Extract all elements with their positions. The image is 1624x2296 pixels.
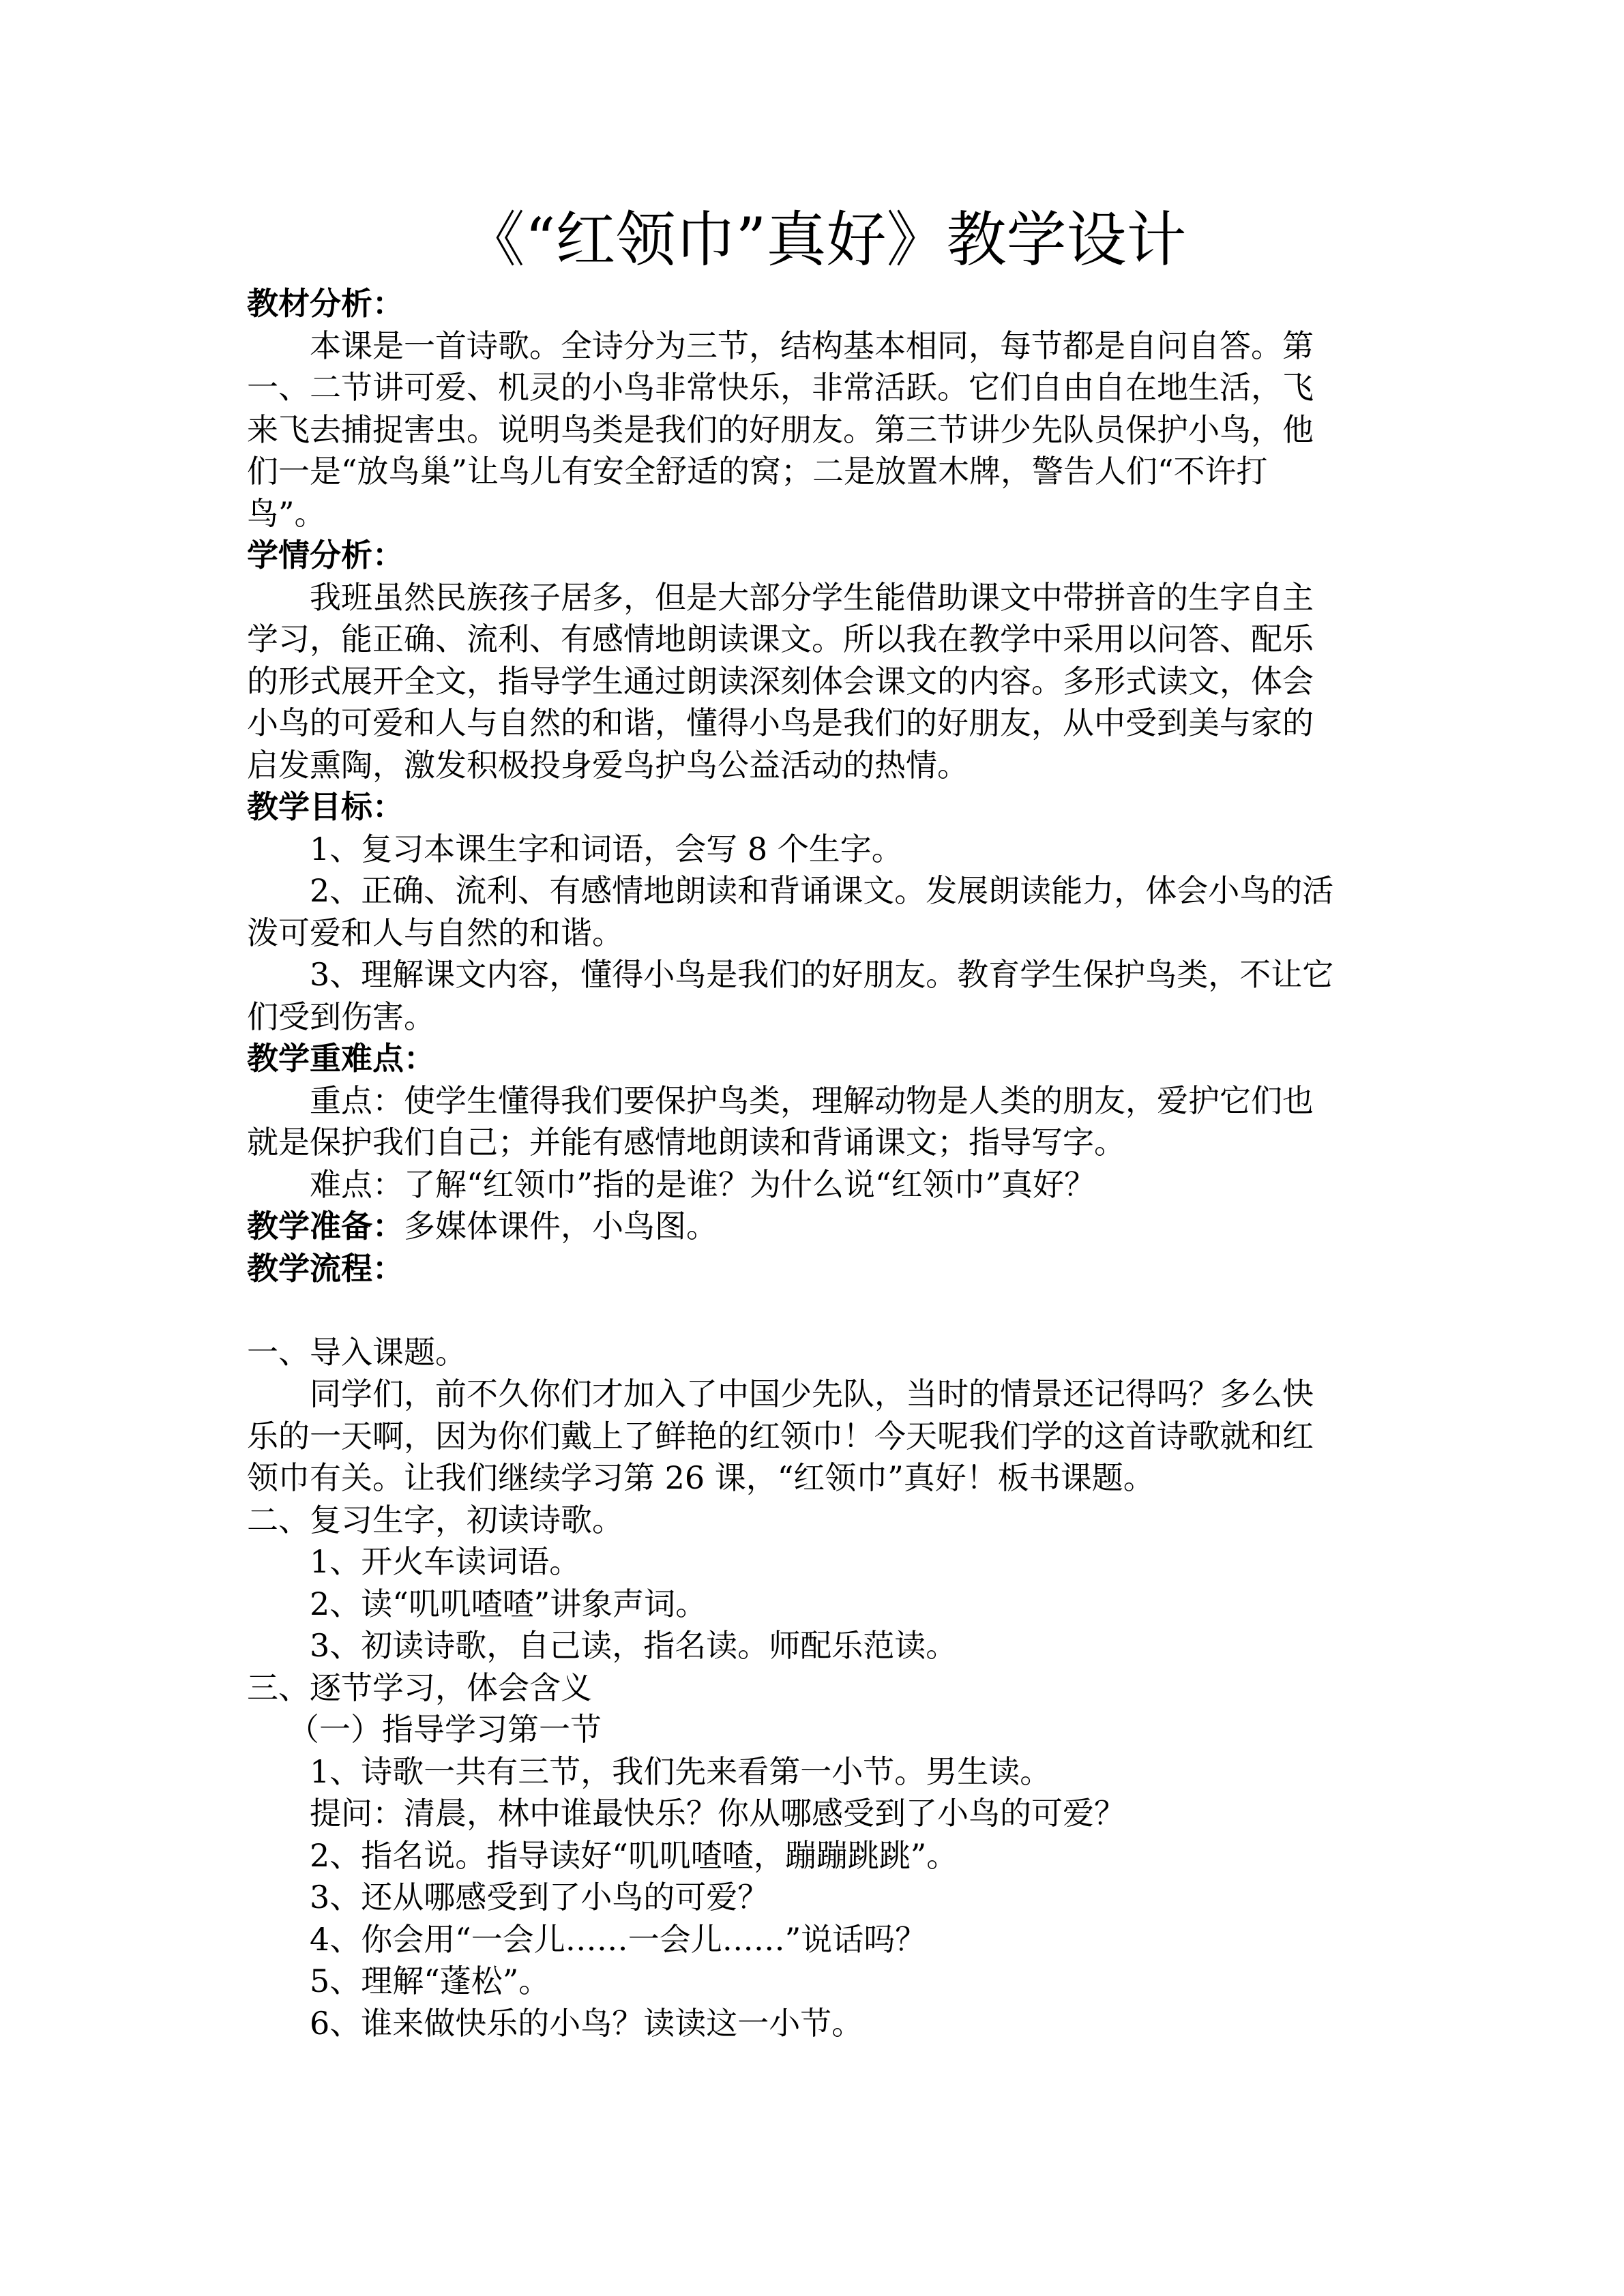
flow-line: 4、你会用“一会儿……一会儿……”说话吗？	[310, 1920, 927, 1958]
prep-line	[247, 1206, 1379, 1248]
document-body	[247, 283, 1379, 2044]
prep-text: 多媒体课件，小鸟图。	[404, 1208, 718, 1244]
flow-line: 1、开火车读词语。	[310, 1543, 581, 1580]
paragraph-line: 重点：使学生懂得我们要保护鸟类，理解动物是人类的朋友，爱护它们也	[310, 1082, 1314, 1119]
paragraph-line: 学习，能正确、流利、有感情地朗读课文。所以我在教学中采用以问答、配乐	[247, 621, 1314, 657]
flow-line: 同学们，前不久你们才加入了中国少先队，当时的情景还记得吗？多么快	[310, 1375, 1314, 1412]
section-heading-material: 教材分析：	[247, 285, 404, 322]
section-heading-key-points: 教学重难点：	[247, 1040, 435, 1077]
paragraph-line: 来飞去捕捉害虫。说明鸟类是我们的好朋友。第三节讲少先队员保护小鸟，他	[247, 411, 1314, 448]
flow-line: 领巾有关。让我们继续学习第 26 课，“红领巾”真好！板书课题。	[247, 1459, 1155, 1496]
flow-line: 三、逐节学习，体会含义	[247, 1669, 592, 1706]
flow-line: 一、导入课题。	[247, 1333, 467, 1371]
paragraph-line: 一、二节讲可爱、机灵的小鸟非常快乐，非常活跃。它们自由自在地生活，飞	[247, 369, 1314, 406]
paragraph-line: 3、理解课文内容，懂得小鸟是我们的好朋友。教育学生保护鸟类，不让它	[310, 956, 1334, 993]
flow-line: 2、读“叽叽喳喳”讲象声词。	[310, 1585, 707, 1622]
paragraph-line: 就是保护我们自己；并能有感情地朗读和背诵课文；指导写字。	[247, 1124, 1125, 1161]
paragraph-line: 小鸟的可爱和人与自然的和谐，懂得小鸟是我们的好朋友，从中受到美与家的	[247, 704, 1314, 741]
flow-line: 1、诗歌一共有三节，我们先来看第一小节。男生读。	[310, 1753, 1052, 1790]
paragraph-line: 2、正确、流利、有感情地朗读和背诵课文。发展朗读能力，体会小鸟的活	[310, 872, 1334, 909]
section-heading-goals: 教学目标：	[247, 788, 404, 825]
section-heading-student: 学情分析：	[247, 537, 404, 573]
flow-line: 乐的一天啊，因为你们戴上了鲜艳的红领巾！今天呢我们学的这首诗歌就和红	[247, 1417, 1314, 1455]
paragraph-line: 泼可爱和人与自然的和谐。	[247, 914, 623, 951]
blank-line	[247, 1289, 1379, 1332]
flow-line: 二、复习生字，初读诗歌。	[247, 1501, 623, 1538]
paragraph-line: 我班虽然民族孩子居多，但是大部分学生能借助课文中带拼音的生字自主	[310, 578, 1314, 616]
paragraph-line: 启发熏陶，激发积极投身爱鸟护鸟公益活动的热情。	[247, 746, 969, 784]
section-heading-flow: 教学流程：	[247, 1249, 404, 1287]
paragraph-line: 1、复习本课生字和词语，会写 8 个生字。	[310, 830, 903, 867]
paragraph-line: 鸟”。	[247, 494, 326, 532]
flow-line: 2、指名说。指导读好“叽叽喳喳，蹦蹦跳跳”。	[310, 1836, 958, 1874]
paragraph-line: 们受到伤害。	[247, 998, 435, 1035]
paragraph-line: 的形式展开全文，指导学生通过朗读深刻体会课文的内容。多形式读文，体会	[247, 662, 1314, 700]
flow-line: 3、还从哪感受到了小鸟的可爱？	[310, 1879, 769, 1915]
flow-line: 5、理解“蓬松”。	[310, 1963, 550, 1999]
flow-line: 6、谁来做快乐的小鸟？读读这一小节。	[310, 2004, 863, 2042]
flow-line: 提问：清晨，林中谁最快乐？你从哪感受到了小鸟的可爱？	[310, 1795, 1125, 1832]
paragraph-line: 难点：了解“红领巾”指的是谁？为什么说“红领巾”真好？	[310, 1165, 1096, 1203]
section-heading-prep: 教学准备：	[247, 1208, 404, 1244]
paragraph-line: 本课是一首诗歌。全诗分为三节，结构基本相同，每节都是自问自答。第	[310, 327, 1314, 364]
paragraph-line: 们一是“放鸟巢”让鸟儿有安全舒适的窝；二是放置木牌，警告人们“不许打	[247, 453, 1268, 490]
document-title: 《“红领巾”真好》教学设计	[464, 205, 1187, 275]
flow-line: （一）指导学习第一节	[288, 1711, 602, 1748]
flow-line: 3、初读诗歌，自己读，指名读。师配乐范读。	[310, 1627, 958, 1664]
